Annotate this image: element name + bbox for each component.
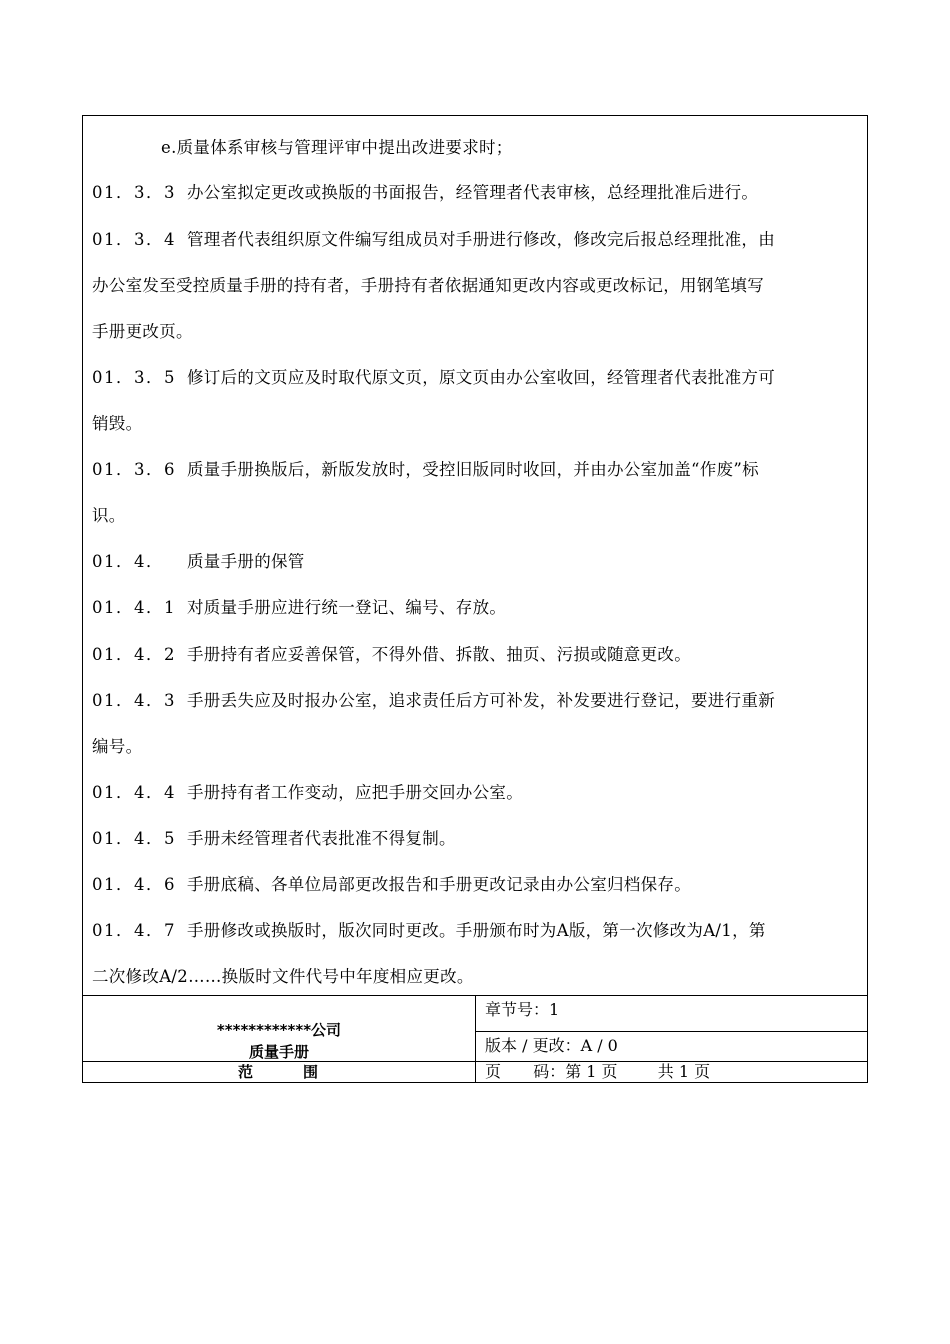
company-cell bbox=[83, 996, 476, 1062]
page-total: 共 1 页 bbox=[657, 1062, 711, 1081]
clause-number: 01．4．2 bbox=[92, 645, 176, 664]
line-text: 手册更改页。 bbox=[92, 322, 193, 341]
line-text: e.质量体系审核与管理评审中提出改进要求时； bbox=[161, 138, 513, 157]
scope-cell bbox=[83, 1062, 476, 1082]
page-cell bbox=[476, 1062, 867, 1082]
body-line bbox=[92, 824, 456, 854]
clause-number: 01．4．1 bbox=[92, 598, 176, 617]
line-text: 二次修改A/2……换版时文件代号中年度相应更改。 bbox=[92, 967, 474, 986]
body-line bbox=[92, 271, 764, 301]
clause-number: 01．4．5 bbox=[92, 829, 176, 848]
chapter-number: 章节号：1 bbox=[485, 1000, 560, 1019]
line-text: 质量手册换版后，新版发放时，受控旧版同时收回，并由办公室加盖“作废”标 bbox=[187, 460, 759, 479]
line-text: 管理者代表组织原文件编写组成员对手册进行修改，修改完后报总经理批准，由 bbox=[187, 230, 775, 249]
line-text: 编号。 bbox=[92, 737, 143, 756]
body-line bbox=[92, 593, 506, 623]
body-line bbox=[92, 962, 474, 992]
clause-number: 01．4．7 bbox=[92, 921, 176, 940]
body-line bbox=[92, 686, 775, 716]
version-cell bbox=[476, 1032, 867, 1062]
scope-label-left: 范 bbox=[237, 1063, 255, 1081]
clause-number: 01．3．6 bbox=[92, 460, 176, 479]
line-text: 手册丢失应及时报办公室，追求责任后方可补发，补发要进行登记，要进行重新 bbox=[187, 691, 775, 710]
manual-title: 质量手册 bbox=[248, 1043, 309, 1061]
body-line bbox=[92, 363, 775, 393]
document-footer-table bbox=[83, 996, 867, 1082]
clause-number: 01．3．5 bbox=[92, 368, 176, 387]
body-line bbox=[92, 317, 193, 347]
page-label: 页 bbox=[485, 1062, 502, 1081]
line-text: 办公室拟定更改或换版的书面报告，经管理者代表审核，总经理批准后进行。 bbox=[187, 183, 759, 202]
clause-number: 01．3．3 bbox=[92, 183, 176, 202]
line-text: 手册未经管理者代表批准不得复制。 bbox=[187, 829, 456, 848]
line-text: 识。 bbox=[92, 506, 126, 525]
body-line bbox=[92, 178, 758, 208]
line-text: 手册底稿、各单位局部更改报告和手册更改记录由办公室归档保存。 bbox=[187, 875, 691, 894]
body-line bbox=[92, 640, 691, 670]
version-text: 版本 / 更改：A / 0 bbox=[485, 1036, 618, 1055]
document-frame bbox=[82, 115, 868, 1083]
manual-body bbox=[83, 116, 867, 996]
clause-number: 01．4．4 bbox=[92, 783, 176, 802]
clause-number: 01．4． bbox=[92, 552, 164, 571]
body-line bbox=[92, 409, 142, 439]
line-text: 手册持有者应妥善保管，不得外借、拆散、抽页、污损或随意更改。 bbox=[187, 645, 691, 664]
line-text: 销毁。 bbox=[92, 414, 143, 433]
line-text: 质量手册的保管 bbox=[187, 552, 305, 571]
line-text: 手册持有者工作变动，应把手册交回办公室。 bbox=[187, 783, 523, 802]
page-number: 码：第 1 页 bbox=[533, 1062, 618, 1081]
clause-number: 01．3．4 bbox=[92, 230, 176, 249]
line-text: 办公室发至受控质量手册的持有者，手册持有者依据通知更改内容或更改标记，用钢笔填写 bbox=[92, 276, 764, 295]
line-text: 对质量手册应进行统一登记、编号、存放。 bbox=[187, 598, 507, 617]
company-name: ************公司 bbox=[216, 1021, 342, 1039]
chapter-cell bbox=[476, 996, 867, 1032]
section-heading bbox=[92, 547, 305, 577]
line-text: 修订后的文页应及时取代原文页，原文页由办公室收回，经管理者代表批准方可 bbox=[187, 368, 775, 387]
clause-number: 01．4．6 bbox=[92, 875, 176, 894]
scope-label-right: 围 bbox=[303, 1063, 321, 1081]
body-line bbox=[92, 732, 142, 762]
line-text: 手册修改或换版时，版次同时更改。手册颁布时为A版，第一次修改为A/1，第 bbox=[187, 921, 766, 940]
body-line bbox=[92, 916, 766, 946]
body-line bbox=[92, 778, 523, 808]
body-line bbox=[92, 501, 126, 531]
body-line bbox=[92, 455, 759, 485]
clause-number: 01．4．3 bbox=[92, 691, 176, 710]
body-line bbox=[92, 870, 691, 900]
body-line bbox=[92, 225, 775, 255]
body-line bbox=[161, 133, 513, 163]
